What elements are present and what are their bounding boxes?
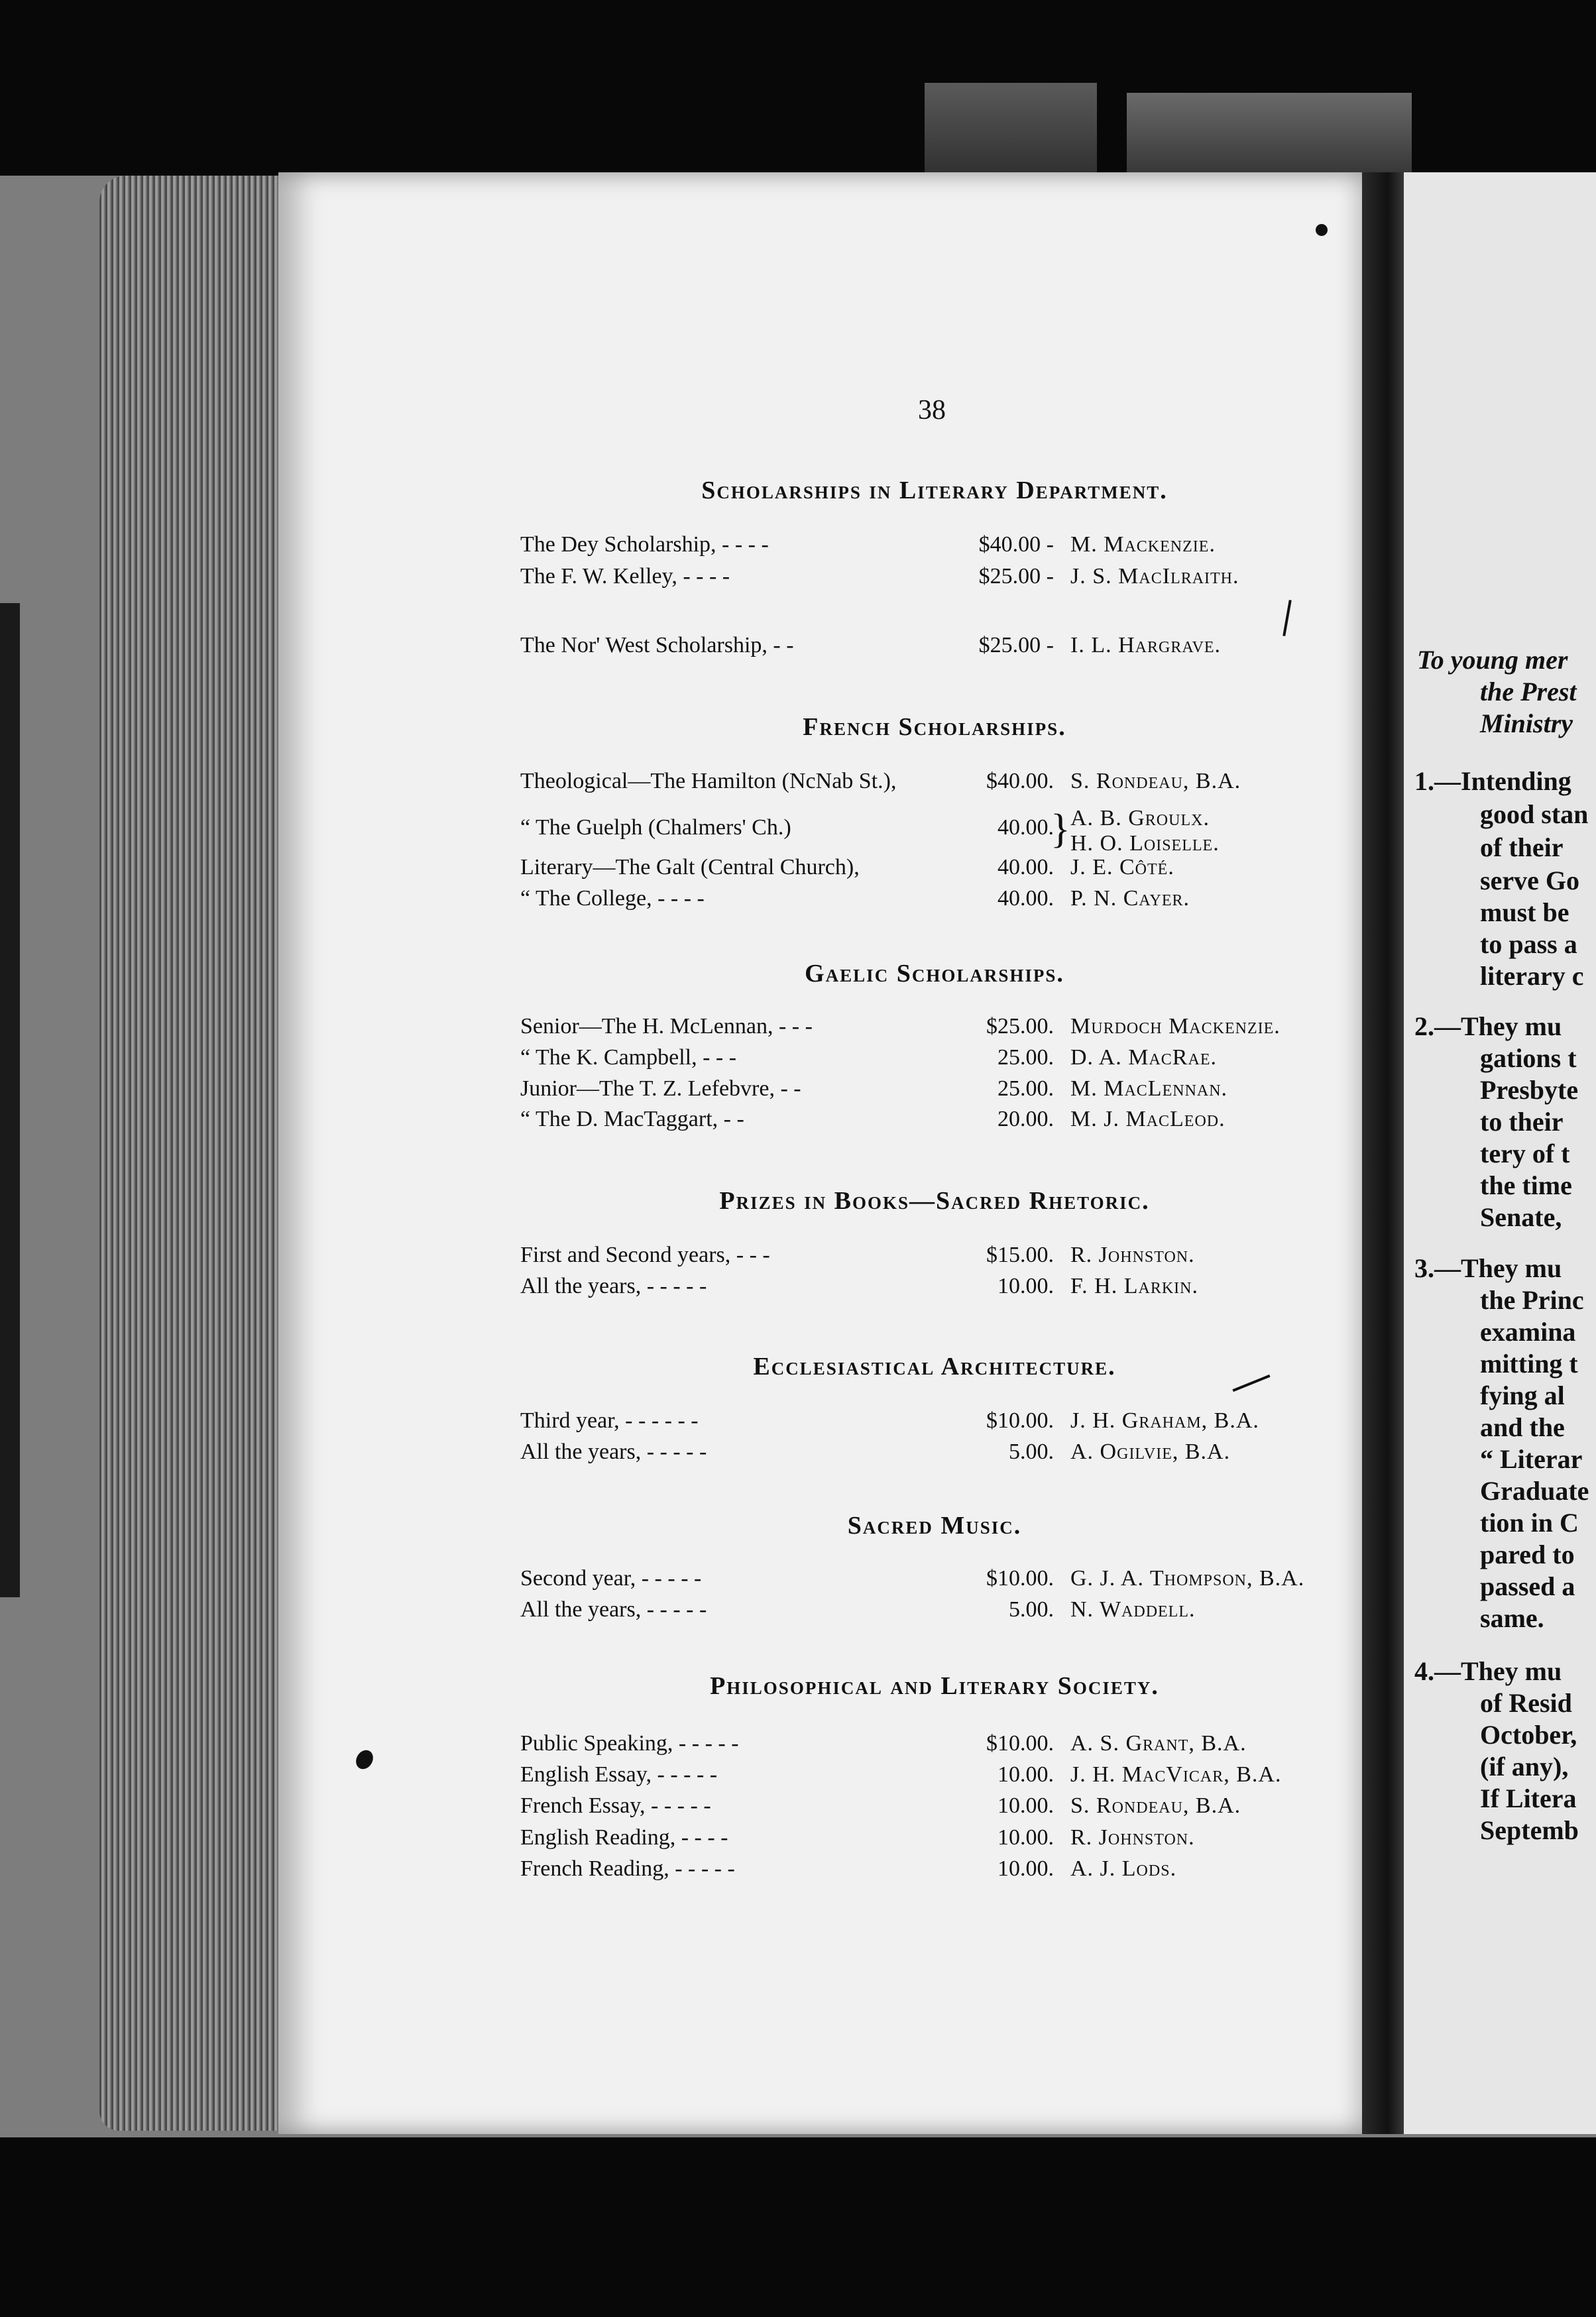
right-page-line: To young mer bbox=[1417, 645, 1568, 675]
right-page-line: fying al bbox=[1480, 1381, 1565, 1410]
award-winner: P. N. Cayer. bbox=[1070, 886, 1190, 911]
award-name: French Reading, - - - - - bbox=[520, 1856, 735, 1881]
table-row bbox=[520, 1014, 1349, 1045]
table-row bbox=[520, 564, 1349, 594]
award-winner: D. A. MacRae. bbox=[1070, 1045, 1217, 1070]
right-page-line: mitting t bbox=[1480, 1349, 1578, 1379]
right-page bbox=[1404, 172, 1596, 2134]
right-page-line: the time bbox=[1480, 1170, 1572, 1200]
award-name: Theological—The Hamilton (NcNab St.), bbox=[520, 769, 897, 793]
award-amount: 5.00. bbox=[1009, 1597, 1054, 1622]
award-amount: 20.00. bbox=[997, 1107, 1054, 1131]
award-amount: $10.00. bbox=[986, 1566, 1054, 1591]
award-winner: M. MacLennan. bbox=[1070, 1076, 1228, 1101]
award-amount: 10.00. bbox=[997, 1274, 1054, 1298]
award-name: French Essay, - - - - - bbox=[520, 1793, 711, 1818]
award-amount: 10.00. bbox=[997, 1825, 1054, 1850]
award-amount: 10.00. bbox=[997, 1762, 1054, 1787]
section-heading: Philosophical and Literary Society. bbox=[710, 1672, 1159, 1700]
award-amount: $25.00. bbox=[986, 1014, 1054, 1039]
award-amount: 40.00. bbox=[997, 886, 1054, 911]
right-page-line: literary c bbox=[1480, 961, 1584, 991]
award-winner: M. J. MacLeod. bbox=[1070, 1107, 1226, 1131]
table-row bbox=[520, 1440, 1349, 1470]
award-winner: G. J. A. Thompson, B.A. bbox=[1070, 1566, 1305, 1591]
table-row bbox=[520, 1076, 1349, 1107]
section-heading: Scholarships in Literary Department. bbox=[701, 477, 1168, 504]
right-page-line: Senate, bbox=[1480, 1202, 1562, 1232]
table-row bbox=[520, 1107, 1349, 1137]
table-row bbox=[520, 532, 1349, 563]
right-page-line: tery of t bbox=[1480, 1139, 1570, 1168]
right-page-line: good stan bbox=[1480, 799, 1589, 829]
award-amount: 40.00. bbox=[997, 855, 1054, 879]
award-winner: S. Rondeau, B.A. bbox=[1070, 1793, 1241, 1818]
award-winner: Murdoch Mackenzie. bbox=[1070, 1014, 1281, 1039]
table-row bbox=[520, 633, 1349, 663]
award-amount: 40.00. bbox=[997, 815, 1054, 840]
award-amount: $10.00. bbox=[986, 1731, 1054, 1756]
award-name: The F. W. Kelley, - - - - bbox=[520, 564, 730, 589]
table-row bbox=[520, 886, 1349, 917]
section-heading: French Scholarships. bbox=[803, 713, 1066, 741]
award-winner: R. Johnston. bbox=[1070, 1243, 1195, 1267]
table-row bbox=[520, 1274, 1349, 1304]
table-row bbox=[520, 855, 1349, 885]
right-page-line: 2.—They mu bbox=[1414, 1011, 1562, 1041]
right-page-line: to pass a bbox=[1480, 929, 1577, 959]
award-amount: $40.00 - bbox=[978, 532, 1054, 557]
award-name: Literary—The Galt (Central Church), bbox=[520, 855, 860, 879]
award-name: Third year, - - - - - - bbox=[520, 1408, 699, 1433]
right-page-line: 3.—They mu bbox=[1414, 1253, 1562, 1283]
table-row bbox=[520, 1793, 1349, 1824]
award-name: The Nor' West Scholarship, - - bbox=[520, 633, 794, 657]
award-name: All the years, - - - - - bbox=[520, 1597, 707, 1622]
award-amount: 10.00. bbox=[997, 1793, 1054, 1818]
award-winner: A. B. Groulx. bbox=[1070, 806, 1210, 830]
table-row bbox=[520, 1408, 1349, 1439]
award-name: All the years, - - - - - bbox=[520, 1274, 707, 1298]
right-page-line: Graduate bbox=[1480, 1476, 1589, 1506]
award-winner-second: H. O. Loiselle. bbox=[1070, 831, 1220, 856]
award-winner: J. S. MacIlraith. bbox=[1070, 564, 1239, 589]
award-name: English Reading, - - - - bbox=[520, 1825, 728, 1850]
award-name: The Dey Scholarship, - - - - bbox=[520, 532, 769, 557]
award-name: “ The D. MacTaggart, - - bbox=[520, 1107, 744, 1131]
right-page-line: Presbyte bbox=[1480, 1075, 1579, 1105]
award-amount: 25.00. bbox=[997, 1076, 1054, 1101]
right-page-line: If Litera bbox=[1480, 1783, 1577, 1813]
right-page-line: 1.—Intending bbox=[1414, 766, 1571, 796]
right-page-line: and the bbox=[1480, 1412, 1565, 1442]
award-winner: J. E. Côté. bbox=[1070, 855, 1174, 879]
right-page-line: passed a bbox=[1480, 1571, 1575, 1601]
award-winner: A. S. Grant, B.A. bbox=[1070, 1731, 1247, 1756]
award-name: “ The K. Campbell, - - - bbox=[520, 1045, 737, 1070]
right-page-line: of Resid bbox=[1480, 1688, 1572, 1718]
right-page-line: October, bbox=[1480, 1720, 1577, 1750]
ink-blot bbox=[1316, 224, 1328, 236]
award-winner: J. H. MacVicar, B.A. bbox=[1070, 1762, 1282, 1787]
table-row bbox=[520, 1597, 1349, 1628]
award-amount: $10.00. bbox=[986, 1408, 1054, 1433]
award-name: Second year, - - - - - bbox=[520, 1566, 702, 1591]
award-name: Junior—The T. Z. Lefebvre, - - bbox=[520, 1076, 801, 1101]
table-row bbox=[520, 1243, 1349, 1273]
right-page-line: pared to bbox=[1480, 1540, 1575, 1569]
award-amount: $15.00. bbox=[986, 1243, 1054, 1267]
award-amount: $40.00. bbox=[986, 769, 1054, 793]
table-row bbox=[520, 1045, 1349, 1076]
page-tab-top-right bbox=[1127, 93, 1412, 186]
book-gutter bbox=[1362, 172, 1405, 2134]
right-page-line: (if any), bbox=[1480, 1752, 1569, 1781]
section-heading: Ecclesiastical Architecture. bbox=[753, 1353, 1116, 1381]
award-amount: 5.00. bbox=[1009, 1440, 1054, 1464]
award-amount: $25.00 - bbox=[978, 564, 1054, 589]
table-row bbox=[520, 1731, 1349, 1762]
award-amount: $25.00 - bbox=[978, 633, 1054, 657]
award-winner: A. Ogilvie, B.A. bbox=[1070, 1440, 1231, 1464]
right-page-line: gations t bbox=[1480, 1043, 1577, 1073]
award-amount: 25.00. bbox=[997, 1045, 1054, 1070]
right-page-line: must be bbox=[1480, 897, 1569, 927]
award-name: English Essay, - - - - - bbox=[520, 1762, 718, 1787]
right-page-line: to their bbox=[1480, 1107, 1564, 1137]
table-row bbox=[520, 769, 1349, 799]
right-page-line: same. bbox=[1480, 1603, 1544, 1633]
award-winner: J. H. Graham, B.A. bbox=[1070, 1408, 1259, 1433]
section-heading: Prizes in Books—Sacred Rhetoric. bbox=[719, 1187, 1150, 1215]
right-page-line: examina bbox=[1480, 1317, 1576, 1347]
left-edge-shadow bbox=[0, 603, 20, 1597]
award-winner: S. Rondeau, B.A. bbox=[1070, 769, 1241, 793]
award-name: Public Speaking, - - - - - bbox=[520, 1731, 739, 1756]
section-heading: Sacred Music. bbox=[847, 1512, 1022, 1540]
section-heading: Gaelic Scholarships. bbox=[805, 960, 1064, 988]
award-winner: R. Johnston. bbox=[1070, 1825, 1195, 1850]
award-amount: 10.00. bbox=[997, 1856, 1054, 1881]
right-page-line: of their bbox=[1480, 832, 1564, 862]
award-name: Senior—The H. McLennan, - - - bbox=[520, 1014, 813, 1039]
table-row bbox=[520, 1566, 1349, 1597]
table-row bbox=[520, 1762, 1349, 1793]
right-page-line: Ministry bbox=[1480, 708, 1573, 738]
table-row bbox=[520, 1825, 1349, 1856]
brace-icon: } bbox=[1051, 807, 1070, 852]
table-row bbox=[520, 1856, 1349, 1887]
page-number: 38 bbox=[918, 395, 946, 425]
award-name: “ The Guelph (Chalmers' Ch.) bbox=[520, 815, 791, 840]
right-page-line: tion in C bbox=[1480, 1508, 1579, 1538]
right-page-line: 4.—They mu bbox=[1414, 1656, 1562, 1686]
right-page-line: Septemb bbox=[1480, 1815, 1579, 1845]
award-winner: F. H. Larkin. bbox=[1070, 1274, 1199, 1298]
award-winner: I. L. Hargrave. bbox=[1070, 633, 1222, 657]
award-name: First and Second years, - - - bbox=[520, 1243, 770, 1267]
right-page-line: the Prest bbox=[1480, 677, 1577, 706]
award-winner: A. J. Lods. bbox=[1070, 1856, 1177, 1881]
right-page-line: the Princ bbox=[1480, 1285, 1584, 1315]
right-page-line: “ Literar bbox=[1480, 1444, 1583, 1474]
award-winner: N. Waddell. bbox=[1070, 1597, 1196, 1622]
award-name: “ The College, - - - - bbox=[520, 886, 705, 911]
award-name: All the years, - - - - - bbox=[520, 1440, 707, 1464]
award-winner: M. Mackenzie. bbox=[1070, 532, 1216, 557]
right-page-line: serve Go bbox=[1480, 866, 1579, 895]
page-edges bbox=[99, 176, 285, 2131]
